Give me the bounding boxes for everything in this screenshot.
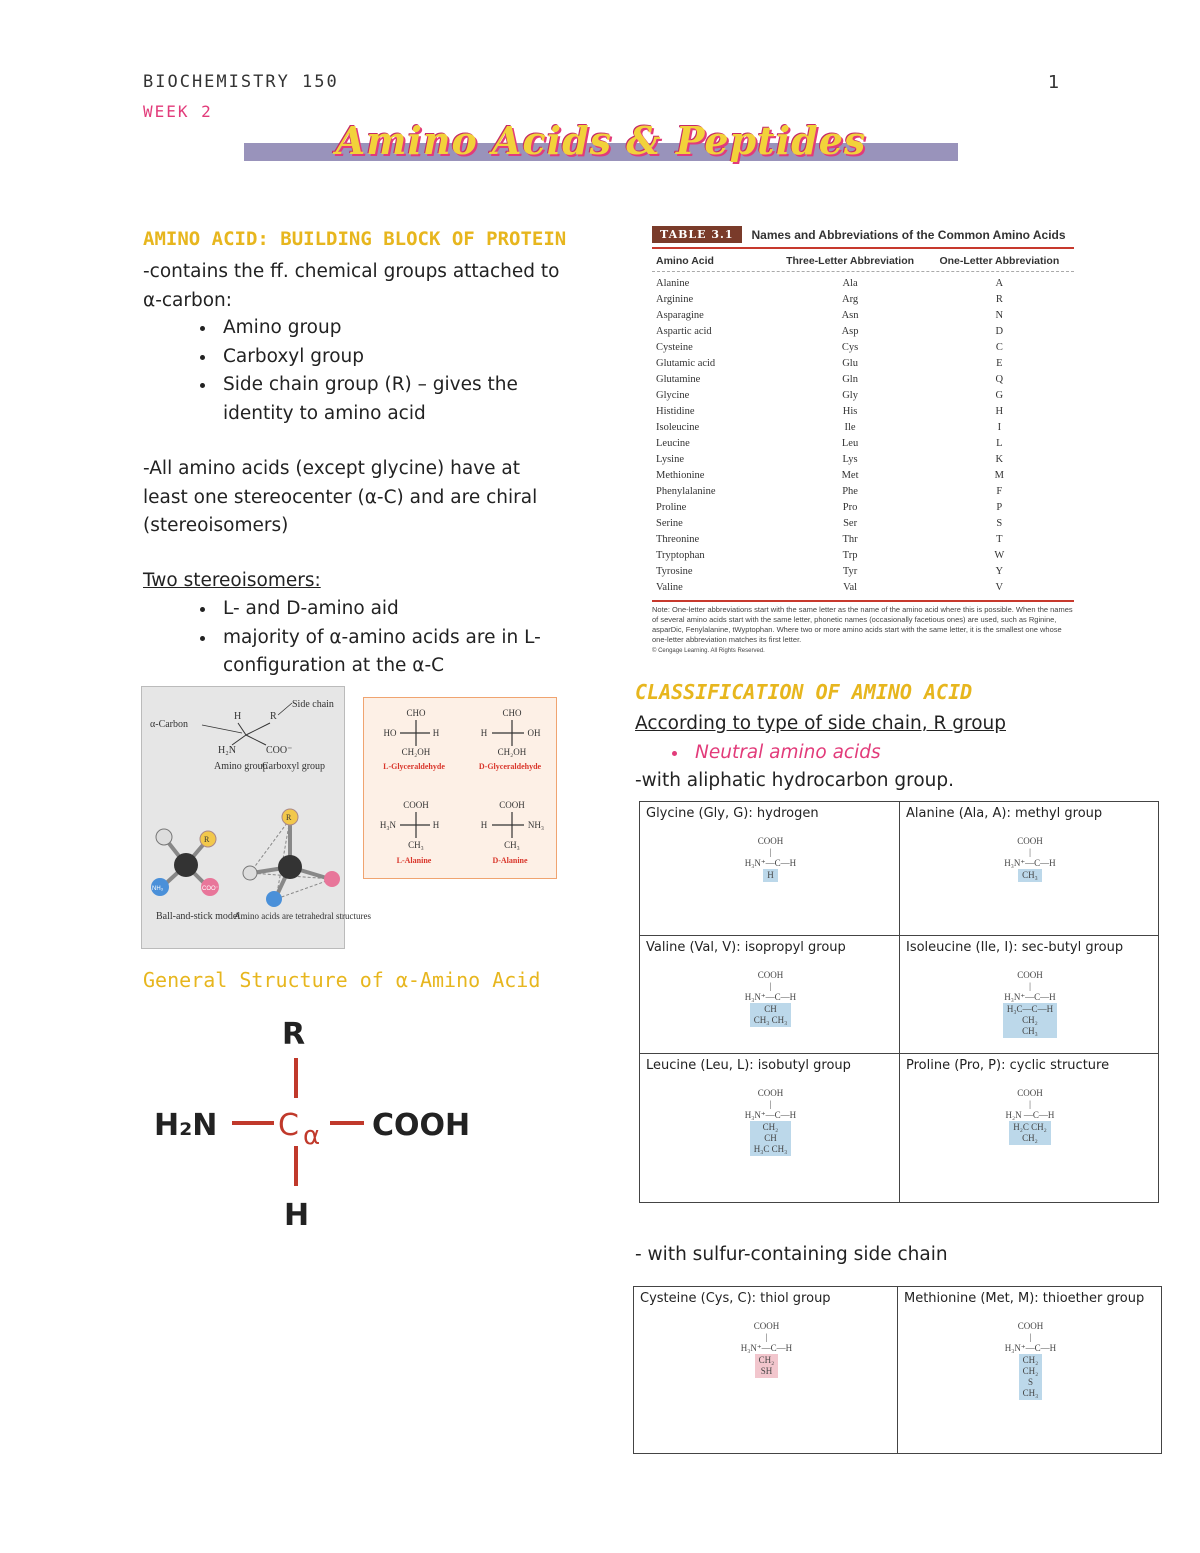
- formula-line: |: [769, 981, 772, 991]
- side-chain-line: CH₃: [1022, 870, 1038, 880]
- table-cell: Glu: [842, 358, 858, 369]
- table-row: [652, 532, 1074, 548]
- formula-line: COOH: [1017, 1321, 1044, 1331]
- structure-formula: [898, 1321, 1163, 1400]
- side-chain-highlight: [1018, 869, 1042, 882]
- fig1-r-ball: R: [286, 813, 292, 822]
- formula-line: COOH: [1017, 836, 1043, 846]
- table-cell: Asp: [841, 326, 859, 337]
- formula-line: |: [765, 1332, 768, 1342]
- list-item: • Amino group: [217, 314, 573, 343]
- table-cell: F: [996, 486, 1003, 497]
- table-cell: Cysteine: [656, 342, 693, 353]
- table-row: [652, 564, 1074, 580]
- table-cell: Y: [995, 566, 1004, 577]
- amino-acid-label: Methionine (Met, M): thioether group: [904, 1291, 1145, 1306]
- formula-line: |: [769, 847, 772, 857]
- side-chain-line: CH₂: [758, 1355, 775, 1365]
- structure-formula: [900, 1088, 1160, 1145]
- formula-line: H₃N⁺—C—H: [744, 1110, 797, 1120]
- fig2-l-glyceraldehyde: L-Glyceraldehyde: [383, 762, 445, 771]
- table-cell: His: [842, 406, 858, 417]
- table-cell: Gln: [842, 374, 858, 385]
- table-cell: G: [995, 390, 1004, 401]
- formula-line: H₃N⁺—C—H: [744, 858, 797, 868]
- side-chain-highlight: [1003, 1003, 1057, 1038]
- table-cell: Methionine: [656, 470, 705, 481]
- fig2-oh: OH: [527, 728, 541, 738]
- general-structure-diagram: [150, 1010, 490, 1235]
- formula-line: H₃N⁺—C—H: [1004, 858, 1056, 868]
- side-chain-line: CH₂: [1022, 1015, 1038, 1025]
- structure-formula: [900, 970, 1160, 1038]
- formula-line: |: [769, 1099, 772, 1109]
- table-cell: Met: [841, 470, 859, 481]
- table-note-text: Note: One-letter abbreviations start with the same letter as the name of the amino acid where this is possible. When the names of several amino acids start with the same letter, phonetic names (occasionally facetious ones) are used, such as Rginine, asparDic, Fenylalanine, tWyptophan. Where two or more amino acids start with the same letter, it is the smallest one whose one-letter abbreviation matches its first letter.: [652, 605, 1073, 644]
- fig2-h-4: H: [480, 820, 488, 830]
- table-cell: Cys: [841, 342, 859, 353]
- table-cell: Asn: [841, 310, 859, 321]
- table-cell: Lysine: [656, 454, 684, 465]
- fig1-r-ball-2: R: [204, 835, 210, 844]
- table-cell: Threonine: [656, 534, 700, 545]
- fig2-cho: CHO: [406, 708, 426, 718]
- table-row: [652, 580, 1074, 596]
- table-cell: Alanine: [656, 278, 690, 289]
- structure-formula: [640, 1088, 901, 1156]
- formula-line: |: [1029, 1332, 1032, 1342]
- table-cell: Q: [995, 374, 1004, 385]
- fig2-ch3: CH₃: [408, 840, 424, 850]
- formula-line: COOH: [757, 1088, 784, 1098]
- table-cell: Serine: [656, 518, 683, 529]
- fig2-ch3-2: CH₃: [504, 840, 520, 850]
- side-chain-highlight: [755, 1354, 779, 1378]
- side-chain-highlight: [1009, 1121, 1051, 1145]
- contains-text: -contains the ff. chemical groups attached to α-carbon:: [143, 261, 560, 311]
- stereo-heading: Two stereoisomers:: [143, 570, 321, 591]
- col-header: Three-Letter Abbreviation: [786, 255, 915, 267]
- fig1-side-chain: Side chain: [292, 699, 334, 710]
- side-chain-highlight: [763, 869, 778, 882]
- fig2-cho-2: CHO: [502, 708, 522, 718]
- side-chain-line: CH₂: [1022, 1133, 1038, 1143]
- side-chain-line: CH: [764, 1133, 777, 1143]
- table-cell: Tryptophan: [656, 550, 705, 561]
- table-cell: S: [996, 518, 1003, 529]
- formula-line: H₂N —C—H: [1005, 1110, 1055, 1120]
- neutral-list: [635, 739, 1135, 768]
- formula-line: H₃N⁺—C—H: [740, 1343, 793, 1353]
- fig1-nh3: NH₃: [152, 886, 164, 892]
- general-h: H: [284, 1198, 310, 1233]
- fig2-ho: HO: [383, 728, 397, 738]
- amino-acid-label: Isoleucine (Ile, I): sec-butyl group: [906, 940, 1124, 955]
- table-row: [652, 452, 1074, 468]
- fig1-coo-ball: COO⁻: [202, 886, 219, 892]
- table-row: [652, 324, 1074, 340]
- fig2-h3n: H₃N: [379, 820, 397, 830]
- col-header: Amino Acid: [656, 255, 714, 267]
- fig1-h: H: [234, 711, 242, 722]
- amino-acid-label: Alanine (Ala, A): methyl group: [906, 806, 1103, 821]
- formula-line: |: [1029, 981, 1031, 991]
- page-title: Amino Acids & Peptides: [335, 118, 867, 163]
- side-chain-line: H₃C—C—H: [1006, 1004, 1054, 1014]
- table-cell: Gly: [842, 390, 858, 401]
- fig2-cooh-2: COOH: [499, 800, 525, 810]
- table-cell: D: [995, 326, 1004, 337]
- table-cell: I: [997, 422, 1002, 433]
- amino-acid-label: Valine (Val, V): isopropyl group: [646, 940, 846, 955]
- table-header: [652, 249, 1074, 272]
- table-cell: K: [995, 454, 1004, 465]
- formula-line: COOH: [1017, 970, 1043, 980]
- table-cell: L: [996, 438, 1003, 449]
- table-badge: TABLE 3.1: [652, 226, 742, 243]
- table-cell: Histidine: [656, 406, 695, 417]
- table-cell: Valine: [656, 582, 683, 593]
- stereoisomer-figure: [363, 697, 557, 879]
- table-cell: H: [995, 406, 1004, 417]
- table-cell: Ile: [844, 422, 856, 433]
- amino-acid-cell: [897, 1286, 1162, 1454]
- formula-line: COOH: [757, 836, 784, 846]
- general-c: C: [278, 1108, 299, 1143]
- table-row: [652, 468, 1074, 484]
- table-cell: Val: [843, 582, 858, 593]
- table-cell: Arg: [841, 294, 859, 305]
- amino-acid-cell: [639, 1053, 900, 1203]
- fig2-d-glyceraldehyde: D-Glyceraldehyde: [478, 762, 542, 771]
- formula-line: COOH: [1017, 1088, 1043, 1098]
- general-cooh: COOH: [372, 1108, 471, 1143]
- formula-line: |: [1029, 1099, 1031, 1109]
- table-row: [652, 404, 1074, 420]
- table-cell: C: [995, 342, 1003, 353]
- amino-acid-label: Glycine (Gly, G): hydrogen: [646, 806, 819, 821]
- formula-line: H₃N⁺—C—H: [1004, 1343, 1057, 1353]
- alpha-carbon-figure: [141, 686, 371, 949]
- chiral-text: -All amino acids (except glycine) have at least one stereocenter (α-C) and are chiral (stereoisomers): [143, 458, 538, 536]
- side-chain-line: CH₃ CH₃: [753, 1015, 788, 1025]
- table-row: [652, 548, 1074, 564]
- fig1-amino-group: Amino group: [214, 761, 268, 772]
- table-cell: Glycine: [656, 390, 690, 401]
- table-row: [652, 292, 1074, 308]
- classification-subheading: According to type of side chain, R group: [635, 713, 1006, 734]
- list-item: • Neutral amino acids: [689, 739, 1135, 768]
- fig2-ch2oh: CH₂OH: [401, 747, 431, 757]
- table-row: [652, 276, 1074, 292]
- fig1-r: R: [270, 711, 277, 722]
- table-cell: Thr: [842, 534, 858, 545]
- table-cell: M: [994, 470, 1005, 481]
- structure-formula: [634, 1321, 899, 1378]
- side-chain-line: H: [767, 870, 774, 880]
- fig2-cooh: COOH: [403, 800, 429, 810]
- side-chain-line: S: [1027, 1377, 1033, 1387]
- course-label: BIOCHEMISTRY 150: [143, 72, 339, 92]
- fig1-ball-stick: Ball-and-stick model: [156, 911, 241, 922]
- table-row: [652, 484, 1074, 500]
- table-cell: Ala: [842, 278, 858, 289]
- fig1-tetrahedral: Amino acids are tetrahedral structures: [234, 911, 371, 921]
- structure-formula: [640, 836, 901, 882]
- amino-acid-cell: [899, 1053, 1159, 1203]
- amino-acid-cell: [899, 801, 1159, 936]
- fig2-nh3: NH₃: [527, 820, 545, 830]
- table-cell: Phenylalanine: [656, 486, 716, 497]
- fig2-h-3: H: [432, 820, 440, 830]
- table-note: [652, 600, 1074, 656]
- side-chain-line: H₂C CH₂: [1013, 1122, 1047, 1132]
- table-cell: R: [995, 294, 1003, 305]
- side-chain-highlight: [1019, 1354, 1043, 1400]
- table-cell: Arginine: [656, 294, 694, 305]
- structure-formula: [900, 836, 1160, 882]
- table-row: [652, 340, 1074, 356]
- side-chain-line: H₃C CH₃: [753, 1144, 788, 1154]
- list-item: • L- and D-amino aid: [217, 595, 573, 624]
- table-cell: N: [995, 310, 1004, 321]
- amino-acid-cell: [639, 801, 900, 936]
- amino-acid-label: Leucine (Leu, L): isobutyl group: [646, 1058, 851, 1073]
- col-header: One-Letter Abbreviation: [939, 255, 1060, 267]
- table-row: [652, 372, 1074, 388]
- amino-acid-cell: [639, 935, 900, 1054]
- general-structure-heading: General Structure of α-Amino Acid: [143, 968, 541, 992]
- general-h2n: H₂N: [154, 1108, 218, 1143]
- table-cell: Pro: [842, 502, 858, 513]
- structure-formula: [640, 970, 901, 1027]
- table-row: [652, 308, 1074, 324]
- fig1-alpha-carbon: α-Carbon: [150, 719, 189, 730]
- table-cell: V: [995, 582, 1004, 593]
- page-number: 1: [1048, 72, 1060, 93]
- formula-line: COOH: [753, 1321, 780, 1331]
- table-cell: Aspartic acid: [656, 326, 712, 337]
- list-item: • majority of α-amino acids are in L-configuration at the α-C: [217, 624, 573, 681]
- table-cell: P: [996, 502, 1003, 513]
- amino-acid-heading: AMINO ACID: BUILDING BLOCK OF PROTEIN: [143, 228, 567, 250]
- table-cell: T: [996, 534, 1003, 545]
- amino-acid-cell: [633, 1286, 898, 1454]
- formula-line: COOH: [757, 970, 784, 980]
- list-item: • Side chain group (R) – gives the identity to amino acid: [217, 371, 573, 428]
- table-cell: Glutamine: [656, 374, 701, 385]
- side-chain-highlight: [750, 1121, 792, 1156]
- fig2-l-alanine: L-Alanine: [396, 856, 432, 865]
- table-cell: Leucine: [656, 438, 690, 449]
- side-chain-line: CH₂: [1022, 1355, 1039, 1365]
- formula-line: H₃N⁺—C—H: [1004, 992, 1056, 1002]
- table-cell: Tyrosine: [656, 566, 693, 577]
- list-item: • Carboxyl group: [217, 343, 573, 372]
- table-cell: Glutamic acid: [656, 358, 716, 369]
- table-row: [652, 356, 1074, 372]
- amino-acid-label: Cysteine (Cys, C): thiol group: [640, 1291, 831, 1306]
- side-chain-line: CH₂: [762, 1122, 779, 1132]
- general-r: R: [282, 1017, 306, 1052]
- table-cell: Phe: [842, 486, 858, 497]
- side-chain-line: CH₃: [1022, 1388, 1039, 1398]
- stereo-list: [143, 595, 573, 681]
- side-chain-line: CH₂: [1022, 1366, 1039, 1376]
- table-caption: Names and Abbreviations of the Common Amino Acids: [751, 227, 1066, 242]
- table-row: [652, 436, 1074, 452]
- aliphatic-text: -with aliphatic hydrocarbon group.: [635, 770, 954, 791]
- table-cell: Ser: [843, 518, 858, 529]
- table-copyright: © Cengage Learning. All Rights Reserved.: [652, 648, 765, 654]
- table-row: [652, 388, 1074, 404]
- formula-line: |: [1029, 847, 1031, 857]
- fig2-d-alanine: D-Alanine: [492, 856, 528, 865]
- amino-acid-label: Proline (Pro, P): cyclic structure: [906, 1058, 1110, 1073]
- fig1-carboxyl-group: Carboxyl group: [262, 761, 326, 772]
- table-cell: Isoleucine: [656, 422, 700, 433]
- table-cell: Lys: [842, 454, 858, 465]
- fig2-h: H: [432, 728, 440, 738]
- table-cell: A: [995, 278, 1004, 289]
- table-row: [652, 500, 1074, 516]
- fig2-ch2oh-2: CH₂OH: [497, 747, 527, 757]
- side-chain-line: SH: [760, 1366, 773, 1376]
- side-chain-highlight: [750, 1003, 792, 1027]
- table-row: [652, 516, 1074, 532]
- classification-heading: CLASSIFICATION OF AMINO ACID: [635, 680, 973, 704]
- general-alpha: α: [303, 1121, 321, 1151]
- table-row: [652, 420, 1074, 436]
- side-chain-line: CH₃: [1022, 1026, 1038, 1036]
- formula-line: H₃N⁺—C—H: [744, 992, 797, 1002]
- amino-acid-table: [652, 226, 1074, 656]
- table-cell: Trp: [842, 550, 858, 561]
- groups-list: [143, 314, 573, 428]
- sulfur-text: - with sulfur-containing side chain: [635, 1244, 948, 1265]
- week-label: WEEK 2: [143, 102, 213, 121]
- table-cell: Leu: [841, 438, 859, 449]
- amino-acid-cell: [899, 935, 1159, 1054]
- fig1-h2n: H₂N: [218, 745, 236, 756]
- table-cell: E: [996, 358, 1003, 369]
- fig2-h-2: H: [480, 728, 488, 738]
- table-cell: W: [994, 550, 1005, 561]
- fig1-coo: COO⁻: [266, 745, 293, 756]
- table-cell: Asparagine: [656, 310, 704, 321]
- table-cell: Proline: [656, 502, 687, 513]
- side-chain-line: CH: [764, 1004, 777, 1014]
- table-cell: Tyr: [842, 566, 858, 577]
